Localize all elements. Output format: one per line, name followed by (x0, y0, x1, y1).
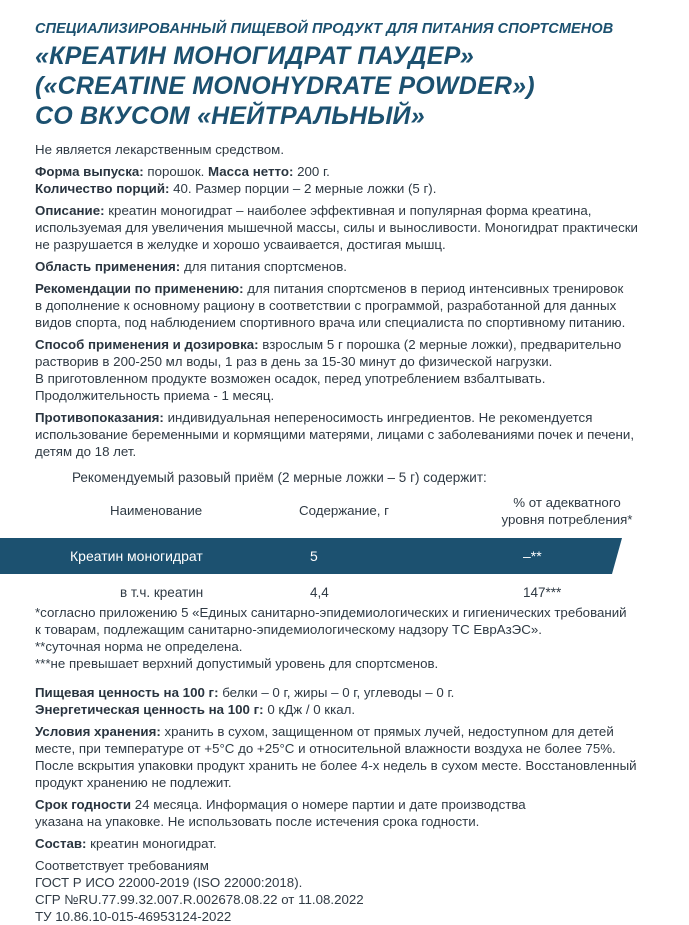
storage-section: Условия хранения: хранить в сухом, защищенном от прямых лучей, недоступном для детей месте, при температуре от +5°С до +25°С и относительной влажности воздуха не более 75%. После вскрытия упаковки продукт хранить не более 4-х недель в сухом месте. Восстановленный продукт хранению не подлежит. (35, 724, 637, 790)
row2-content: 4,4 (310, 585, 329, 600)
contraindications-section: Противопоказания: индивидуальная непереносимость ингредиентов. Не рекомендуется использование беременными и кормящими матерями, лицами с заболеваниями почек и печени, детям до 18 лет. (35, 410, 635, 459)
area-value: для питания спортсменов. (183, 259, 347, 274)
description-section: Описание: креатин моногидрат – наиболее эффективная и популярная форма креатина, используемая для увеличения мышечной массы, силы и выносливости. Моногидрат практически не разрушается в желудке и хорошо усваивается, достигая мышц. (35, 203, 638, 252)
portions-section (35, 180, 660, 197)
nutrition-value: белки – 0 г, жиры – 0 г, углеводы – 0 г. (222, 685, 455, 700)
row1-percent: –** (523, 548, 542, 564)
table-row-highlight (0, 538, 612, 574)
not-medicine-note: Не является лекарственным средством. (35, 142, 285, 157)
area-section (35, 258, 660, 275)
product-category: СПЕЦИАЛИЗИРОВАННЫЙ ПИЩЕВОЙ ПРОДУКТ ДЛЯ ПИТАНИЯ СПОРТСМЕНОВ (35, 21, 614, 37)
dosage-section: Способ применения и дозировка: взрослым 5 г порошка (2 мерные ложки), предварительно растворив в 200-250 мл воды, 1 раз в день за 15-30 минут до физической нагрузки. В приготовленном продукте возможен осадок, перед употреблением взбалтывать. Продолжительность приема - 1 месяц. (35, 337, 622, 403)
row2-name: в т.ч. креатин (120, 585, 204, 600)
row1-content: 5 (310, 548, 318, 564)
contraindications-label: Противопоказания: (35, 410, 164, 425)
recommendations-section: Рекомендации по применению: для питания спортсменов в период интенсивных тренировок в дополнение к основному рациону в соответствии с программой, разработанной для данных видов спорта, под наблюдением спортивного врача или специалиста по спортивному питанию. (35, 281, 626, 330)
mass-value: 200 г. (297, 164, 330, 179)
form-section (35, 163, 660, 180)
storage-label: Условия хранения: (35, 724, 161, 739)
composition-label: Состав: (35, 836, 87, 851)
shelf-life-label: Срок годности (35, 797, 132, 812)
energy-value: 0 кДж / 0 ккал. (267, 702, 356, 717)
product-title (35, 41, 535, 131)
nutrition-label: Пищевая ценность на 100 г: (35, 685, 219, 700)
header-name: Наименование (110, 503, 203, 518)
area-label: Область применения: (35, 259, 181, 274)
mass-label: Масса нетто: (208, 164, 294, 179)
footnotes: *согласно приложению 5 «Единых санитарно-эпидемиологических и гигиенических требований к товарам, подлежащим санитарно-эпидемиологическому надзору ТС ЕврАзЭС». **суточная норма не определена. ***не превышает верхний допустимый уровень для спортсменов. (35, 605, 627, 671)
row2-percent: 147*** (523, 585, 562, 600)
title-line-2: («CREATINE MONOHYDRATE POWDER») (35, 72, 535, 100)
portions-label: Количество порций: (35, 181, 170, 196)
compliance-block: Соответствует требованиям ГОСТ Р ИСО 22000-2019 (ISO 22000:2018). СГР №RU.77.99.32.007.R.002678.08.22 от 11.08.2022 ТУ 10.86.10-015-46953124-2022 (35, 858, 364, 924)
header-content: Содержание, г (299, 503, 389, 518)
nutrition-section (35, 684, 660, 701)
label-body (35, 141, 660, 925)
title-line-1: «КРЕАТИН МОНОГИДРАТ ПАУДЕР» (35, 42, 474, 70)
energy-label: Энергетическая ценность на 100 г: (35, 702, 264, 717)
row1-name: Креатин моногидрат (70, 548, 203, 564)
recommendations-label: Рекомендации по применению: (35, 281, 244, 296)
shelf-life-section: Срок годности 24 месяца. Информация о номере партии и дате производства указана на упаковке. Не использовать после истечения срока годности. (35, 797, 526, 829)
energy-section (35, 701, 660, 718)
form-value: порошок. (147, 164, 205, 179)
composition-value: креатин моногидрат. (90, 836, 217, 851)
description-label: Описание: (35, 203, 105, 218)
composition-section (35, 835, 660, 852)
nutrient-table (35, 492, 660, 602)
title-line-3: СО ВКУСОМ «НЕЙТРАЛЬНЫЙ» (35, 102, 425, 130)
form-label: Форма выпуска: (35, 164, 144, 179)
table-intro: Рекомендуемый разовый приём (2 мерные ложки – 5 г) содержит: (72, 470, 487, 485)
portions-value: 40. Размер порции – 2 мерные ложки (5 г). (173, 181, 437, 196)
dosage-label: Способ применения и дозировка: (35, 337, 259, 352)
header-percent: % от адекватного уровня потребления* (501, 495, 633, 527)
